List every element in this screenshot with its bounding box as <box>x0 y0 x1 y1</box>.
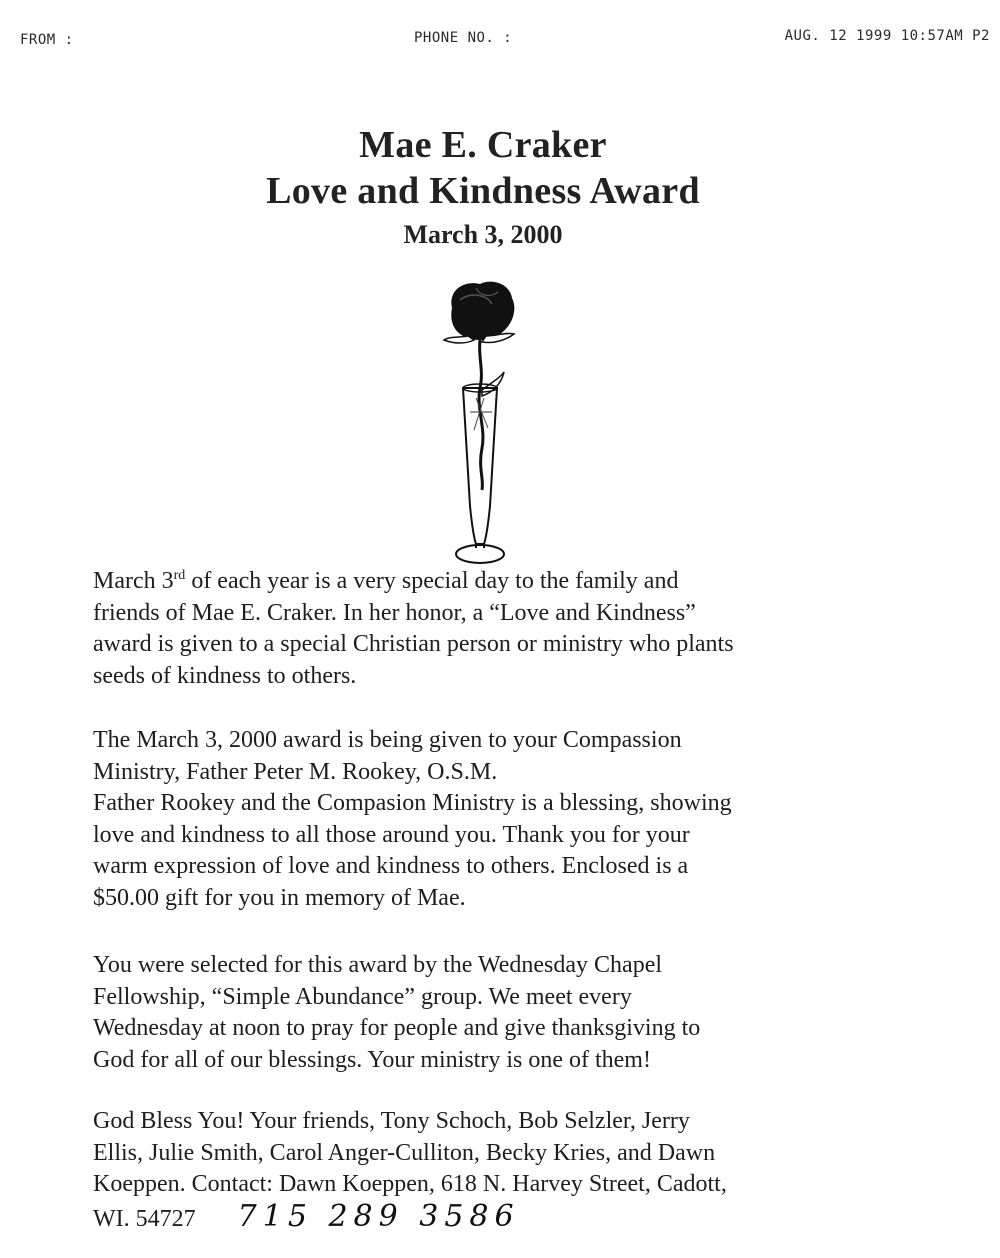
text-line: Ministry, Father Peter M. Rookey, O.S.M. <box>93 758 498 785</box>
fax-datetime: AUG. 12 1999 10:57AM P2 <box>784 28 990 44</box>
text-line <box>93 1198 893 1236</box>
text-line: seeds of kindness to others. <box>93 662 357 689</box>
zip-code-text: WI. 54727 <box>93 1205 196 1232</box>
text-line: $50.00 gift for you in memory of Mae. <box>93 884 466 911</box>
text-line: award is given to a special Christian person or ministry who plants <box>93 631 734 657</box>
text-line: warm expression of love and kindness to others. Enclosed is a <box>93 853 689 879</box>
text-line: friends of Mae E. Craker. In her honor, a “Love and Kindness” <box>93 599 696 626</box>
text-line: Wednesday at noon to pray for people and give thanksgiving to <box>93 1015 701 1041</box>
text-line: Father Rookey and the Compasion Ministry is a blessing, showing <box>93 790 732 816</box>
award-date: March 3, 2000 <box>403 220 563 249</box>
handwritten-phone-number: 715 289 3586 <box>237 1198 520 1234</box>
text-line: The March 3, 2000 award is being given to your Compassion <box>93 727 682 753</box>
text-line: God for all of our blessings. Your ministry is one of them! <box>93 1046 651 1073</box>
award-name: Mae E. Craker <box>359 124 607 166</box>
fax-header <box>0 28 1000 52</box>
fax-phone-label: PHONE NO. : <box>414 30 513 46</box>
rose-in-vase-icon <box>430 278 530 568</box>
award-title-block <box>0 122 966 252</box>
text-line: God Bless You! Your friends, Tony Schoch, Bob Selzler, Jerry <box>93 1108 690 1134</box>
text-fragment: March 3 <box>93 568 174 594</box>
text-line: You were selected for this award by the Wednesday Chapel <box>93 952 663 978</box>
text-line <box>93 566 893 598</box>
award-title: Love and Kindness Award <box>266 170 700 212</box>
text-line: Koeppen. Contact: Dawn Koeppen, 618 N. Harvey Street, Cadott, <box>93 1171 727 1197</box>
text-line: love and kindness to all those around you. Thank you for your <box>93 821 690 848</box>
paragraph-award-intro <box>93 566 893 692</box>
text-line: Ellis, Julie Smith, Carol Anger-Culliton, Becky Kries, and Dawn <box>93 1139 716 1166</box>
paragraph-signoff <box>93 1106 893 1235</box>
text-line: Fellowship, “Simple Abundance” group. We meet every <box>93 983 632 1010</box>
paragraph-selection <box>93 950 893 1076</box>
paragraph-recipient <box>93 725 893 914</box>
ordinal-superscript: rd <box>173 568 186 583</box>
fax-from-label: FROM : <box>20 32 74 48</box>
text-fragment: of each year is a very special day to the family and <box>185 568 679 594</box>
